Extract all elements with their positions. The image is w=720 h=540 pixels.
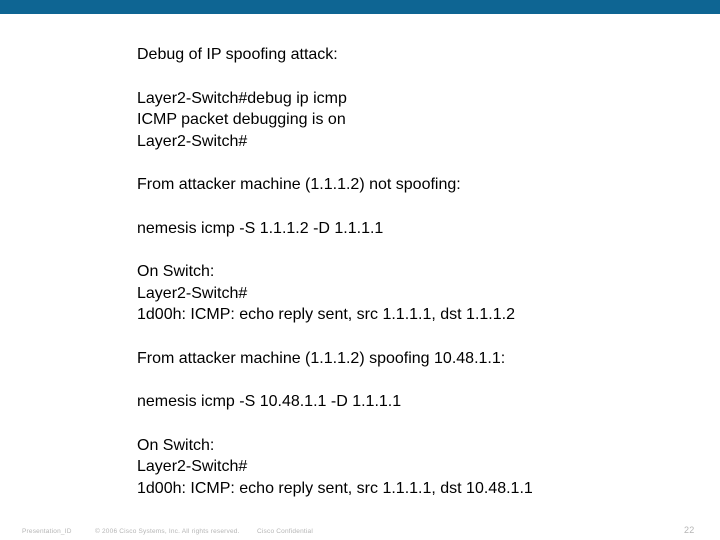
text-line: Layer2-Switch#	[137, 132, 248, 150]
footer-presentation-id: Presentation_ID	[22, 528, 72, 535]
blank-line	[137, 369, 697, 391]
footer-copyright: © 2006 Cisco Systems, Inc. All rights reserved.	[95, 528, 240, 535]
text-line: 1d00h: ICMP: echo reply sent, src 1.1.1.1, dst 1.1.1.2	[137, 306, 515, 323]
blank-line	[137, 66, 697, 88]
text-line: Layer2-Switch#	[137, 458, 248, 475]
blank-line	[137, 196, 697, 218]
text-line: 1d00h: ICMP: echo reply sent, src 1.1.1.1, dst 10.48.1.1	[137, 479, 533, 497]
blank-line	[137, 326, 697, 348]
text-line: nemesis icmp -S 10.48.1.1 -D 1.1.1.1	[137, 393, 402, 410]
blank-line	[137, 152, 697, 174]
footer-confidential: Cisco Confidential	[257, 528, 313, 535]
text-line: ICMP packet debugging is on	[137, 111, 346, 128]
top-banner-bar	[0, 0, 720, 14]
slide-heading: Debug of IP spoofing attack:	[137, 46, 338, 63]
text-line: Layer2-Switch#debug ip icmp	[137, 89, 347, 107]
footer-page-number: 22	[684, 525, 695, 535]
text-line: On Switch:	[137, 263, 215, 280]
blank-line	[137, 239, 697, 261]
text-line: From attacker machine (1.1.1.2) spoofing 10.48.1.1:	[137, 349, 506, 367]
text-line: On Switch:	[137, 436, 215, 454]
text-line: nemesis icmp -S 1.1.1.2 -D 1.1.1.1	[137, 219, 384, 237]
blank-line	[137, 413, 697, 435]
text-line: From attacker machine (1.1.1.2) not spoofing:	[137, 176, 461, 193]
text-line: Layer2-Switch#	[137, 284, 248, 302]
slide-body	[137, 44, 697, 499]
